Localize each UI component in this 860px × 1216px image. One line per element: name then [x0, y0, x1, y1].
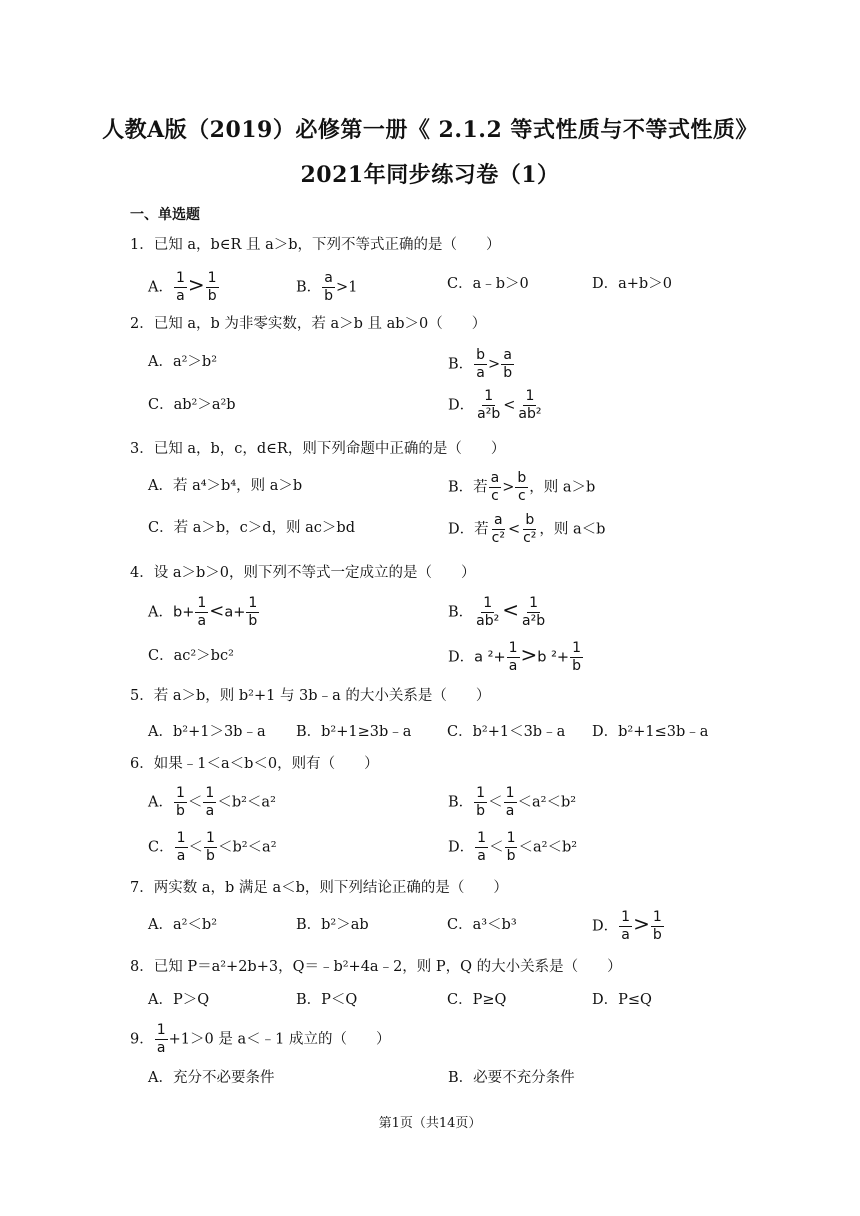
question-1-stem: 1．已知 a，b∈R 且 a＞b，下列不等式正确的是（ ）: [130, 237, 501, 253]
question-8-stem: 8．已知 P＝a²+2b+3，Q＝﹣b²+4a﹣2，则 P，Q 的大小关系是（ ）: [130, 959, 622, 975]
question-6-option-a[interactable]: A． $\frac{1}{b}$ ＜ $\frac{1}{a}$ ＜b²＜a²: [148, 785, 276, 819]
question-5-option-c[interactable]: C．b²+1＜3b﹣a: [447, 724, 566, 740]
page-title-line-2: 2021年同步练习卷（1）: [300, 162, 560, 188]
question-3-option-a[interactable]: A．若 a⁴＞b⁴，则 a＞b: [148, 478, 303, 494]
question-5-stem: 5．若 a＞b，则 b²+1 与 3b﹣a 的大小关系是（ ）: [130, 688, 491, 704]
question-4-option-a[interactable]: A．b+ $\frac{1}{a}$ <a+ $\frac{1}{b}$: [148, 595, 258, 629]
question-9-stem: 9． $\frac{1}{a}$ +1＞0 是 a＜﹣1 成立的（ ）: [130, 1022, 391, 1056]
question-2-option-c[interactable]: C．ab²＞a²b: [148, 397, 236, 413]
question-3-option-d[interactable]: D．若 $\frac{a}{\text{c²}}$ < $\frac{b}{\text{c²}}$ ，则 a＜b: [448, 512, 606, 546]
question-2-option-b[interactable]: B． $\frac{b}{a}$ > $\frac{a}{b}$: [448, 347, 513, 381]
question-3-stem: 3．已知 a，b，c，d∈R，则下列命题中正确的是（ ）: [130, 441, 506, 457]
question-5-option-a[interactable]: A．b²+1＞3b﹣a: [148, 724, 266, 740]
question-2-stem: 2．已知 a，b 为非零实数，若 a＞b 且 ab＞0（ ）: [130, 316, 487, 332]
question-6-option-c[interactable]: C． $\frac{1}{a}$ ＜ $\frac{1}{b}$ ＜b²＜a²: [148, 830, 277, 864]
question-4-option-b[interactable]: B． $\frac{1}{\text{ab²}}$ < $\frac{1}{\text{a²b}}$: [448, 595, 546, 629]
question-1-option-c[interactable]: C．a﹣b＞0: [447, 276, 529, 292]
question-1-option-d[interactable]: D．a+b＞0: [592, 276, 672, 292]
question-1-option-b[interactable]: B． $\frac{a}{b}$ >1: [296, 270, 358, 304]
page-title-line-1: 人教A版（2019）必修第一册《 2.1.2 等式性质与不等式性质》: [102, 117, 758, 143]
question-7-option-d[interactable]: D． $\frac{1}{a}$ > $\frac{1}{b}$: [592, 909, 662, 943]
question-1-option-a[interactable]: A． $\frac{1}{a}$ > $\frac{1}{b}$: [148, 270, 217, 304]
question-7-option-c[interactable]: C．a³＜b³: [447, 917, 517, 933]
page-footer: 第1页（共14页）: [378, 1116, 482, 1131]
question-3-option-b[interactable]: B．若 $\frac{a}{c}$ > $\frac{b}{c}$ ，则 a＞b: [448, 470, 596, 504]
question-7-option-a[interactable]: A．a²＜b²: [148, 917, 218, 933]
question-6-option-b[interactable]: B． $\frac{1}{b}$ ＜ $\frac{1}{a}$ ＜a²＜b²: [448, 785, 577, 819]
question-4-option-d[interactable]: D．a ²+ $\frac{1}{a}$ >b ²+ $\frac{1}{b}$: [448, 640, 581, 674]
question-3-option-c[interactable]: C．若 a＞b，c＞d，则 ac＞bd: [148, 520, 355, 536]
question-8-option-a[interactable]: A．P＞Q: [148, 992, 210, 1008]
question-6-option-d[interactable]: D． $\frac{1}{a}$ ＜ $\frac{1}{b}$ ＜a²＜b²: [448, 830, 578, 864]
question-8-option-d[interactable]: D．P≤Q: [592, 992, 652, 1008]
section-heading: 一、单选题: [130, 207, 200, 223]
question-2-option-a[interactable]: A．a²＞b²: [148, 354, 218, 370]
question-4-stem: 4．设 a＞b＞0，则下列不等式一定成立的是（ ）: [130, 565, 476, 581]
question-5-option-d[interactable]: D．b²+1≤3b﹣a: [592, 724, 709, 740]
question-5-option-b[interactable]: B．b²+1≥3b﹣a: [296, 724, 412, 740]
question-7-option-b[interactable]: B．b²＞ab: [296, 917, 369, 933]
question-6-stem: 6．如果﹣1＜a＜b＜0，则有（ ）: [130, 756, 379, 772]
question-2-option-d[interactable]: D． $\frac{1}{\text{a²b}}$ < $\frac{1}{\text{ab²}}$: [448, 388, 542, 422]
question-7-stem: 7．两实数 a，b 满足 a＜b，则下列结论正确的是（ ）: [130, 880, 508, 896]
question-9-option-a[interactable]: A．充分不必要条件: [148, 1070, 275, 1086]
question-4-option-c[interactable]: C．ac²＞bc²: [148, 648, 234, 664]
question-8-option-b[interactable]: B．P＜Q: [296, 992, 358, 1008]
question-9-option-b[interactable]: B．必要不充分条件: [448, 1070, 575, 1086]
question-8-option-c[interactable]: C．P≥Q: [447, 992, 507, 1008]
